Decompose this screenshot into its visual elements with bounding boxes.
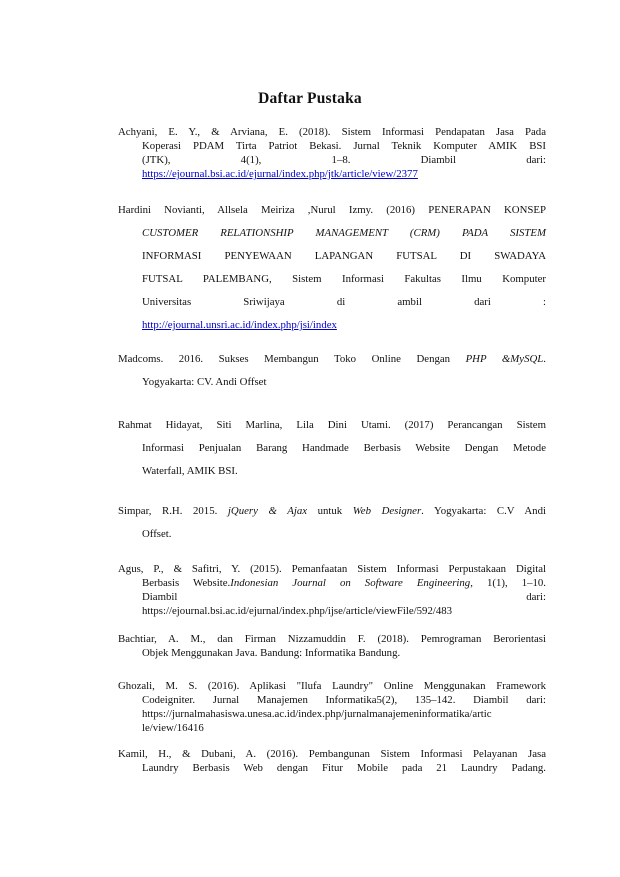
reference-line: Codeigniter. Jurnal Manajemen Informatika5(2), 135–142. Diambil dari: <box>142 694 546 706</box>
reference-line: Waterfall, AMIK BSI. <box>142 465 238 477</box>
reference-line: Koperasi PDAM Tirta Patriot Bekasi. Jurnal Teknik Komputer AMIK BSI <box>142 140 546 152</box>
reference-line <box>118 576 546 590</box>
page-title: Daftar Pustaka <box>258 90 362 107</box>
reference-line: Yogyakarta: CV. Andi Offset <box>142 376 267 388</box>
reference-line: Offset. <box>142 528 172 540</box>
reference-item <box>118 348 546 394</box>
reference-line: INFORMASI PENYEWAAN LAPANGAN FUTSAL DI SWADAYA <box>142 250 546 262</box>
reference-line: Diambil dari: <box>142 591 546 603</box>
reference-text: Simpar, R.H. 2015. <box>118 505 228 517</box>
reference-line: Ghozali, M. S. (2016). Aplikasi "Ilufa Laundry" Online Menggunakan Framework <box>118 680 546 692</box>
reference-item <box>118 747 546 775</box>
reference-text: Berbasis Website. <box>142 577 231 589</box>
reference-line: CUSTOMER RELATIONSHIP MANAGEMENT (CRM) PADA SISTEM <box>142 227 546 239</box>
reference-line <box>118 500 546 523</box>
reference-title: PHP &MySQL <box>465 353 544 365</box>
reference-item <box>118 679 546 735</box>
reference-line: Objek Menggunakan Java. Bandung: Informatika Bandung. <box>142 647 401 659</box>
reference-line <box>118 167 546 181</box>
reference-item <box>118 562 546 618</box>
reference-line <box>118 348 546 371</box>
reference-line: (JTK), 4(1), 1–8. Diambil dari: <box>142 154 546 166</box>
reference-line: Kamil, H., & Dubani, A. (2016). Pembangunan Sistem Informasi Pelayanan Jasa <box>118 748 546 760</box>
reference-text: Madcoms. 2016. Sukses Membangun Toko Online Dengan <box>118 353 466 365</box>
reference-url: https://ejournal.bsi.ac.id/ejurnal/index.php/ijse/article/viewFile/592/483 <box>142 605 453 617</box>
reference-title: Web Designer <box>352 505 422 517</box>
reference-title: jQuery & Ajax <box>227 505 308 517</box>
reference-text: . <box>543 353 546 365</box>
reference-link[interactable]: http://ejournal.unsri.ac.id/index.php/jsi/index <box>142 319 337 331</box>
reference-line <box>118 314 546 337</box>
reference-text: untuk <box>307 505 353 517</box>
reference-url: https://jurnalmahasiswa.unesa.ac.id/index.php/jurnalmanajemeninformatika/artic <box>142 708 492 720</box>
reference-link[interactable]: https://ejournal.bsi.ac.id/ejurnal/index.php/jtk/article/view/2377 <box>142 168 418 180</box>
reference-text: . Yogyakarta: C.V Andi <box>421 505 546 517</box>
reference-item <box>118 414 546 483</box>
reference-title: Indonesian Journal on Software Engineering <box>230 577 471 589</box>
reference-line: Informasi Penjualan Barang Handmade Berbasis Website Dengan Metode <box>142 442 546 454</box>
reference-line: Hardini Novianti, Allsela Meiriza ,Nurul Izmy. (2016) PENERAPAN KONSEP <box>118 204 546 216</box>
reference-url: le/view/16416 <box>142 722 204 734</box>
reference-text: , 1(1), 1–10. <box>470 577 547 589</box>
reference-line: Laundry Berbasis Web dengan Fitur Mobile pada 21 Laundry Padang. <box>142 762 546 774</box>
reference-line: Rahmat Hidayat, Siti Marlina, Lila Dini Utami. (2017) Perancangan Sistem <box>118 419 546 431</box>
reference-item <box>118 125 546 181</box>
reference-item <box>118 199 546 337</box>
reference-line: Achyani, E. Y., & Arviana, E. (2018). Sistem Informasi Pendapatan Jasa Pada <box>118 126 546 138</box>
reference-line: Universitas Sriwijaya di ambil dari : <box>142 296 546 308</box>
reference-line: Bachtiar, A. M., dan Firman Nizzamuddin F. (2018). Pemrograman Berorientasi <box>118 633 546 645</box>
reference-item <box>118 632 546 660</box>
reference-line: FUTSAL PALEMBANG, Sistem Informasi Fakultas Ilmu Komputer <box>142 273 546 285</box>
reference-item <box>118 500 546 546</box>
reference-line: Agus, P., & Safitri, Y. (2015). Pemanfaatan Sistem Informasi Perpustakaan Digital <box>118 563 546 575</box>
